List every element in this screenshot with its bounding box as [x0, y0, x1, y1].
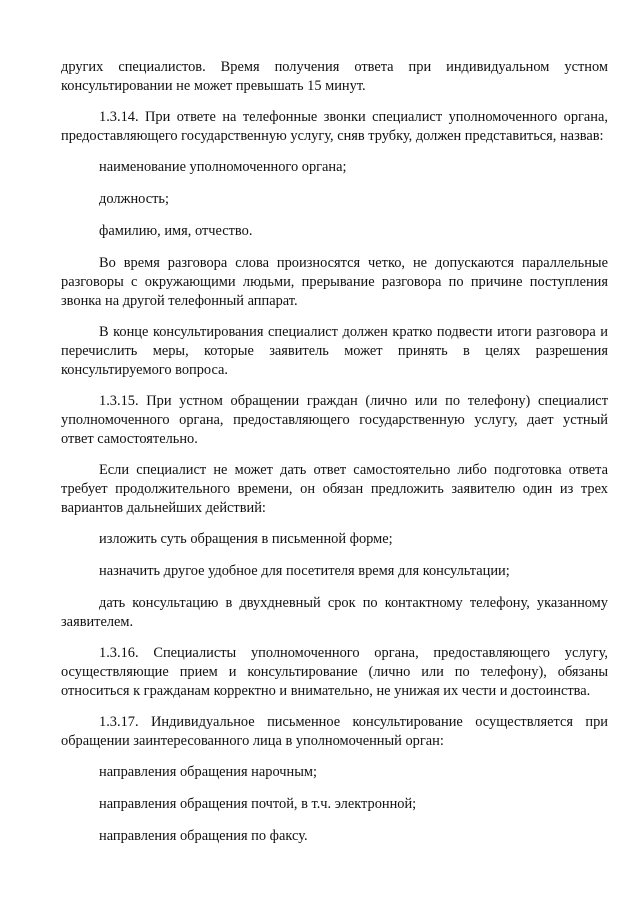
paragraph-1-3-16: 1.3.16. Специалисты уполномоченного органа, предоставляющего услугу, осуществляющие прием и консультирование (лично или по телефону), обязаны относиться к гражданам корректно и внимательно, не унижая их чести и достоинства.: [61, 645, 608, 699]
list-item-organ-name: наименование уполномоченного органа;: [99, 159, 347, 175]
paragraph-1-3-17: 1.3.17. Индивидуальное письменное консультирование осуществляется при обращении заинтересованного лица в уполномоченный орган:: [61, 714, 608, 749]
paragraph-continuation: других специалистов. Время получения ответа при индивидуальном устном консультировании не может превышать 15 минут.: [61, 59, 608, 94]
list-item-another-time: назначить другое удобное для посетителя время для консультации;: [99, 563, 510, 579]
paragraph-conversation-rules: Во время разговора слова произносятся четко, не допускаются параллельные разговоры с окружающими людьми, прерывание разговора по причине поступления звонка на другой телефонный аппарат.: [61, 255, 608, 309]
paragraph-1-3-15: 1.3.15. При устном обращении граждан (лично или по телефону) специалист уполномоченного органа, предоставляющего государственную услугу, дает устный ответ самостоятельно.: [61, 393, 608, 447]
paragraph-1-3-14: 1.3.14. При ответе на телефонные звонки специалист уполномоченного органа, предоставляющего государственную услугу, сняв трубку, должен представиться, назвав:: [61, 109, 608, 144]
list-item-written-form: изложить суть обращения в письменной форме;: [99, 531, 393, 547]
list-item-fax: направления обращения по факсу.: [99, 828, 308, 844]
list-item-position: должность;: [99, 191, 169, 207]
list-item-full-name: фамилию, имя, отчество.: [99, 223, 253, 239]
paragraph-consultation-end: В конце консультирования специалист должен кратко подвести итоги разговора и перечислить меры, которые заявитель может принять в целях разрешения консультируемого вопроса.: [61, 324, 608, 378]
document-body: [61, 58, 608, 859]
list-item-courier: направления обращения нарочным;: [99, 764, 317, 780]
list-item-two-day-phone: дать консультацию в двухдневный срок по контактному телефону, указанному заявителем.: [61, 595, 608, 630]
paragraph-options-intro: Если специалист не может дать ответ самостоятельно либо подготовка ответа требует продолжительного времени, он обязан предложить заявителю один из трех вариантов дальнейших действий:: [61, 462, 608, 516]
list-item-mail: направления обращения почтой, в т.ч. электронной;: [99, 796, 417, 812]
